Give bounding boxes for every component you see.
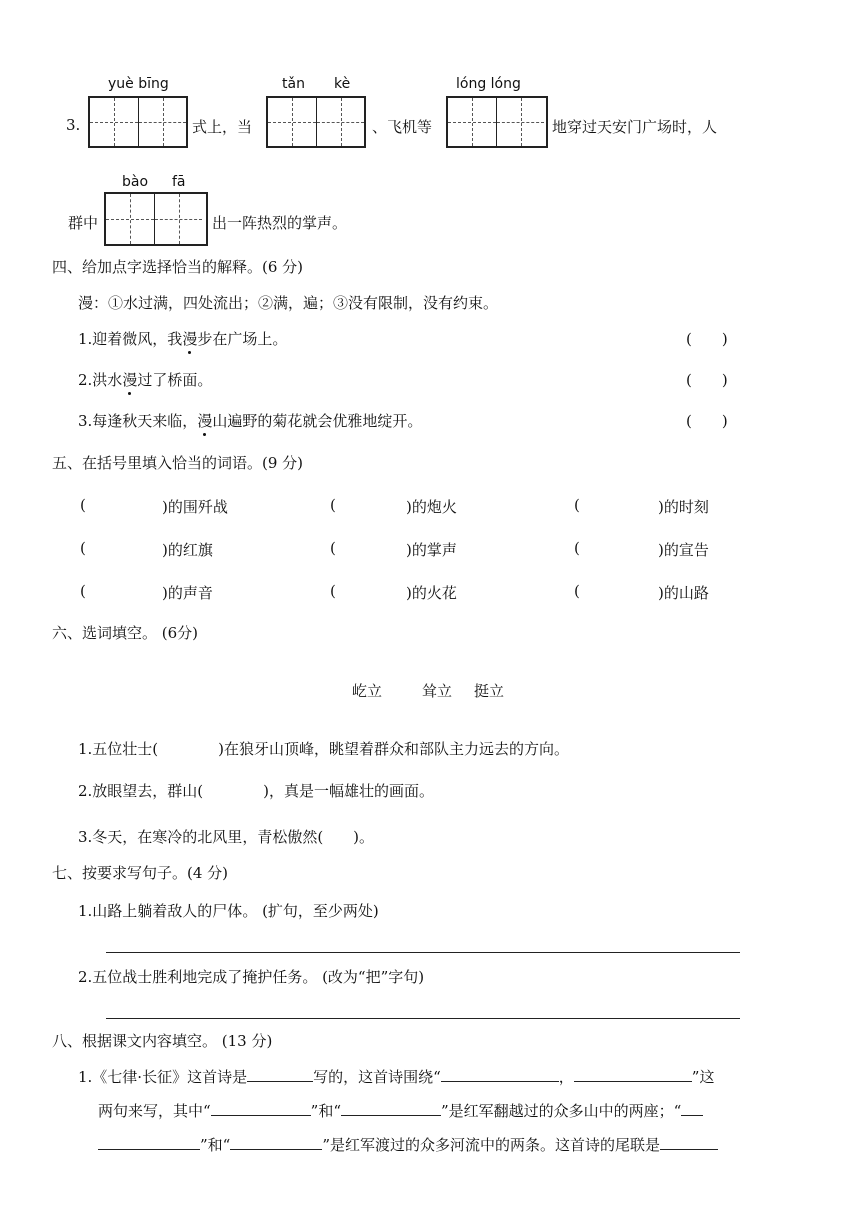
answer-line[interactable] xyxy=(106,952,740,953)
pinyin-yuebing: yuè bīng xyxy=(108,76,169,92)
char-grid-longlong[interactable] xyxy=(446,96,548,148)
list-item: 1.山路上躺着敌人的尸体。 (扩句，至少两处) xyxy=(78,902,379,920)
answer-blank[interactable] xyxy=(230,1148,322,1150)
fill-item: )的时刻 xyxy=(658,498,709,516)
open-paren[interactable]: ( xyxy=(80,539,86,557)
section-heading-8: 八、根据课文内容填空。 (13 分) xyxy=(52,1032,273,1050)
section-heading-4: 四、给加点字选择恰当的解释。(6 分) xyxy=(52,258,304,276)
question-text: 出一阵热烈的掌声。 xyxy=(212,214,348,232)
pinyin-bao: bào xyxy=(122,174,149,190)
answer-paren[interactable]: ( ) xyxy=(686,371,728,389)
open-paren[interactable]: ( xyxy=(330,582,336,600)
word-option: 屹立 xyxy=(352,682,383,700)
fill-item: )的掌声 xyxy=(406,541,457,559)
fill-line-1: 1.《七律·长征》这首诗是 写的，这首诗围绕“ ， ”这 xyxy=(78,1068,715,1086)
answer-blank[interactable] xyxy=(211,1114,311,1116)
definition-text: 漫：①水过满，四处流出；②满，遍；③没有限制，没有约束。 xyxy=(78,294,499,312)
char-grid-tanke[interactable] xyxy=(266,96,366,148)
list-item: 1.迎着微风，我漫步在广场上。 xyxy=(78,330,288,348)
open-paren[interactable]: ( xyxy=(80,582,86,600)
list-item: 3.每逢秋天来临，漫山遍野的菊花就会优雅地绽开。 xyxy=(78,412,423,430)
answer-blank[interactable] xyxy=(247,1080,313,1082)
open-paren[interactable]: ( xyxy=(330,496,336,514)
char-grid-yuebing[interactable] xyxy=(88,96,188,148)
word-option: 挺立 xyxy=(474,682,505,700)
fill-item: )的宣告 xyxy=(658,541,709,559)
list-item: 1.五位壮士( )在狼牙山顶峰，眺望着群众和部队主力远去的方向。 xyxy=(78,740,570,758)
answer-paren[interactable]: ( ) xyxy=(686,330,728,348)
question-text: 、飞机等 xyxy=(372,118,433,136)
open-paren[interactable]: ( xyxy=(574,582,580,600)
section-heading-6: 六、选词填空。 (6分) xyxy=(52,624,199,642)
answer-blank[interactable] xyxy=(341,1114,441,1116)
fill-item: )的红旗 xyxy=(162,541,213,559)
pinyin-fa: fā xyxy=(172,174,186,190)
section-heading-5: 五、在括号里填入恰当的词语。(9 分) xyxy=(52,454,304,472)
section-heading-7: 七、按要求写句子。(4 分) xyxy=(52,864,229,882)
answer-blank[interactable] xyxy=(441,1080,559,1082)
fill-item: )的炮火 xyxy=(406,498,457,516)
question-text: 地穿过天安门广场时，人 xyxy=(552,118,718,136)
pinyin-ke: kè xyxy=(334,76,351,92)
pinyin-tan: tǎn xyxy=(282,76,305,92)
question-text: 群中 xyxy=(68,214,99,232)
open-paren[interactable]: ( xyxy=(330,539,336,557)
fill-item: )的山路 xyxy=(658,584,709,602)
char-grid-baofa[interactable] xyxy=(104,192,208,246)
list-item: 2.放眼望去，群山( )，真是一幅雄壮的画面。 xyxy=(78,782,435,800)
open-paren[interactable]: ( xyxy=(80,496,86,514)
open-paren[interactable]: ( xyxy=(574,496,580,514)
list-item: 2.洪水漫过了桥面。 xyxy=(78,371,213,389)
answer-blank[interactable] xyxy=(98,1148,200,1150)
dotted-char: 漫 xyxy=(182,330,198,348)
fill-line-2: 两句来写，其中“ ”和“ ”是红军翻越过的众多山中的两座；“ xyxy=(98,1100,703,1121)
answer-line[interactable] xyxy=(106,1018,740,1019)
answer-blank[interactable] xyxy=(681,1114,703,1116)
fill-line-3: ”和“ ”是红军渡过的众多河流中的两条。这首诗的尾联是 xyxy=(98,1134,718,1155)
pinyin-longlong: lóng lóng xyxy=(456,76,521,92)
list-item: 2.五位战士胜利地完成了掩护任务。 (改为“把”字句) xyxy=(78,968,425,986)
list-item: 3.冬天，在寒冷的北风里，青松傲然( )。 xyxy=(78,828,375,846)
question-text: 式上，当 xyxy=(192,118,253,136)
answer-blank[interactable] xyxy=(574,1080,692,1082)
fill-item: )的火花 xyxy=(406,584,457,602)
fill-item: )的围歼战 xyxy=(162,498,228,516)
answer-blank[interactable] xyxy=(660,1148,718,1150)
dotted-char: 漫 xyxy=(197,412,213,430)
fill-item: )的声音 xyxy=(162,584,213,602)
open-paren[interactable]: ( xyxy=(574,539,580,557)
dotted-char: 漫 xyxy=(122,371,138,389)
word-option: 耸立 xyxy=(422,682,453,700)
question-number: 3. xyxy=(66,116,81,134)
answer-paren[interactable]: ( ) xyxy=(686,412,728,430)
